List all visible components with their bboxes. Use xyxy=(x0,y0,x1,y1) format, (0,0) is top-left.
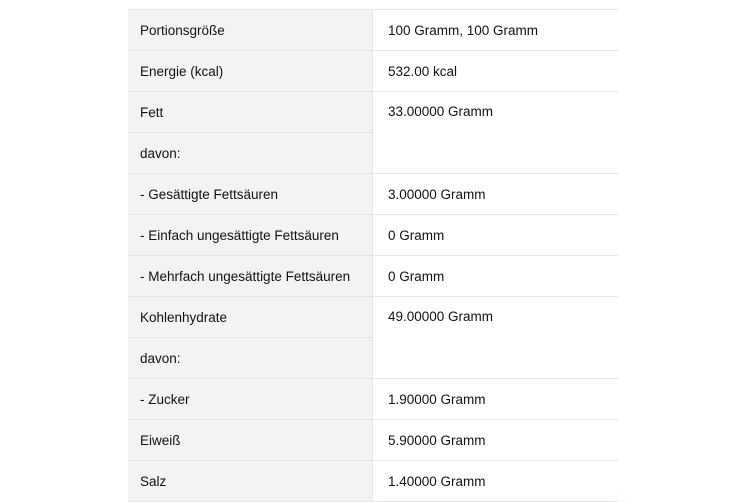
nutrition-table xyxy=(128,9,618,502)
row-value: 0 Gramm xyxy=(373,215,619,256)
row-label: Kohlenhydrate xyxy=(128,297,373,338)
row-label: - Zucker xyxy=(128,379,373,420)
row-label: davon: xyxy=(128,338,373,379)
row-label: davon: xyxy=(128,133,373,174)
row-label: - Gesättigte Fettsäuren xyxy=(128,174,373,215)
row-label: Portionsgröße xyxy=(128,10,373,51)
row-label: - Mehrfach ungesättigte Fettsäuren xyxy=(128,256,373,297)
table-row xyxy=(128,51,618,92)
row-label: Energie (kcal) xyxy=(128,51,373,92)
table-row xyxy=(128,420,618,461)
table-row xyxy=(128,10,618,51)
row-value: 1.90000 Gramm xyxy=(373,379,619,420)
table-row xyxy=(128,256,618,297)
row-label: Fett xyxy=(128,92,373,133)
row-value: 532.00 kcal xyxy=(373,51,619,92)
table-row xyxy=(128,379,618,420)
row-label: Eiweiß xyxy=(128,420,373,461)
row-value: 3.00000 Gramm xyxy=(373,174,619,215)
table-row xyxy=(128,461,618,502)
row-value: 49.00000 Gramm xyxy=(373,297,619,379)
table-row xyxy=(128,297,618,338)
table-row xyxy=(128,215,618,256)
table-row xyxy=(128,174,618,215)
row-label: - Einfach ungesättigte Fettsäuren xyxy=(128,215,373,256)
table-row xyxy=(128,92,618,133)
row-label: Salz xyxy=(128,461,373,502)
row-value: 0 Gramm xyxy=(373,256,619,297)
row-value: 100 Gramm, 100 Gramm xyxy=(373,10,619,51)
row-value: 1.40000 Gramm xyxy=(373,461,619,502)
row-value: 5.90000 Gramm xyxy=(373,420,619,461)
row-value: 33.00000 Gramm xyxy=(373,92,619,174)
